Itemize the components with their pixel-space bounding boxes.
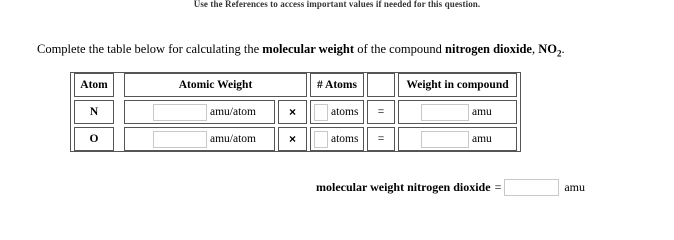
prompt-formula [538, 42, 562, 59]
spacer [117, 127, 121, 151]
references-banner: Use the References to access important values if needed for this question. [193, 0, 481, 9]
num-atoms-input-o[interactable] [314, 131, 328, 148]
weight-in-compound-input-o[interactable] [421, 131, 469, 148]
total-label: molecular weight nitrogen dioxide [316, 180, 491, 194]
spacer [117, 100, 121, 124]
header-atom: Atom [74, 73, 114, 97]
num-atoms-cell [310, 100, 364, 124]
prompt-text-mid: of the compound [354, 42, 446, 56]
weight-in-compound-cell [398, 100, 517, 124]
prompt-text-pre: Complete the table below for calculating the [37, 42, 263, 56]
atom-symbol-n: N [74, 100, 114, 124]
header-blank-eq [367, 73, 395, 97]
total-unit-amu: amu [564, 180, 586, 194]
atomic-weight-input-o[interactable] [153, 131, 207, 148]
times-sign: × [278, 127, 307, 151]
num-atoms-input-n[interactable] [314, 104, 328, 121]
equals-sign: = [367, 100, 395, 124]
atomic-weight-input-n[interactable] [153, 104, 207, 121]
unit-amu-per-atom: amu/atom [210, 133, 256, 145]
prompt-compound-name: nitrogen dioxide [445, 42, 532, 56]
unit-amu: amu [472, 133, 492, 145]
prompt-separator: , [531, 42, 539, 56]
question-prompt [37, 41, 565, 57]
header-atomic-weight: Atomic Weight [124, 73, 307, 97]
unit-atoms: atoms [331, 133, 359, 145]
header-num-atoms: # Atoms [310, 73, 364, 97]
num-atoms-cell [310, 127, 364, 151]
unit-amu-per-atom: amu/atom [210, 106, 256, 118]
total-equals-sign: = [494, 180, 502, 194]
weight-in-compound-cell [398, 127, 517, 151]
atomic-weight-cell [124, 127, 275, 151]
table-row [74, 100, 517, 124]
weight-in-compound-input-n[interactable] [421, 104, 469, 121]
formula-subscript: 2 [556, 48, 562, 59]
spacer [117, 73, 121, 97]
prompt-end: . [561, 42, 565, 56]
molecular-weight-table [70, 72, 521, 152]
prompt-bold-molecular-weight: molecular weight [262, 42, 355, 56]
equals-sign: = [367, 127, 395, 151]
table-row [74, 127, 517, 151]
header-weight-in-compound: Weight in compound [398, 73, 517, 97]
molecular-weight-total [316, 179, 585, 196]
formula-main: NO [538, 42, 557, 56]
unit-atoms: atoms [331, 106, 359, 118]
unit-amu: amu [472, 106, 492, 118]
table-header-row [74, 73, 517, 97]
times-sign: × [278, 100, 307, 124]
atom-symbol-o: O [74, 127, 114, 151]
molecular-weight-input[interactable] [504, 179, 559, 196]
atomic-weight-cell [124, 100, 275, 124]
